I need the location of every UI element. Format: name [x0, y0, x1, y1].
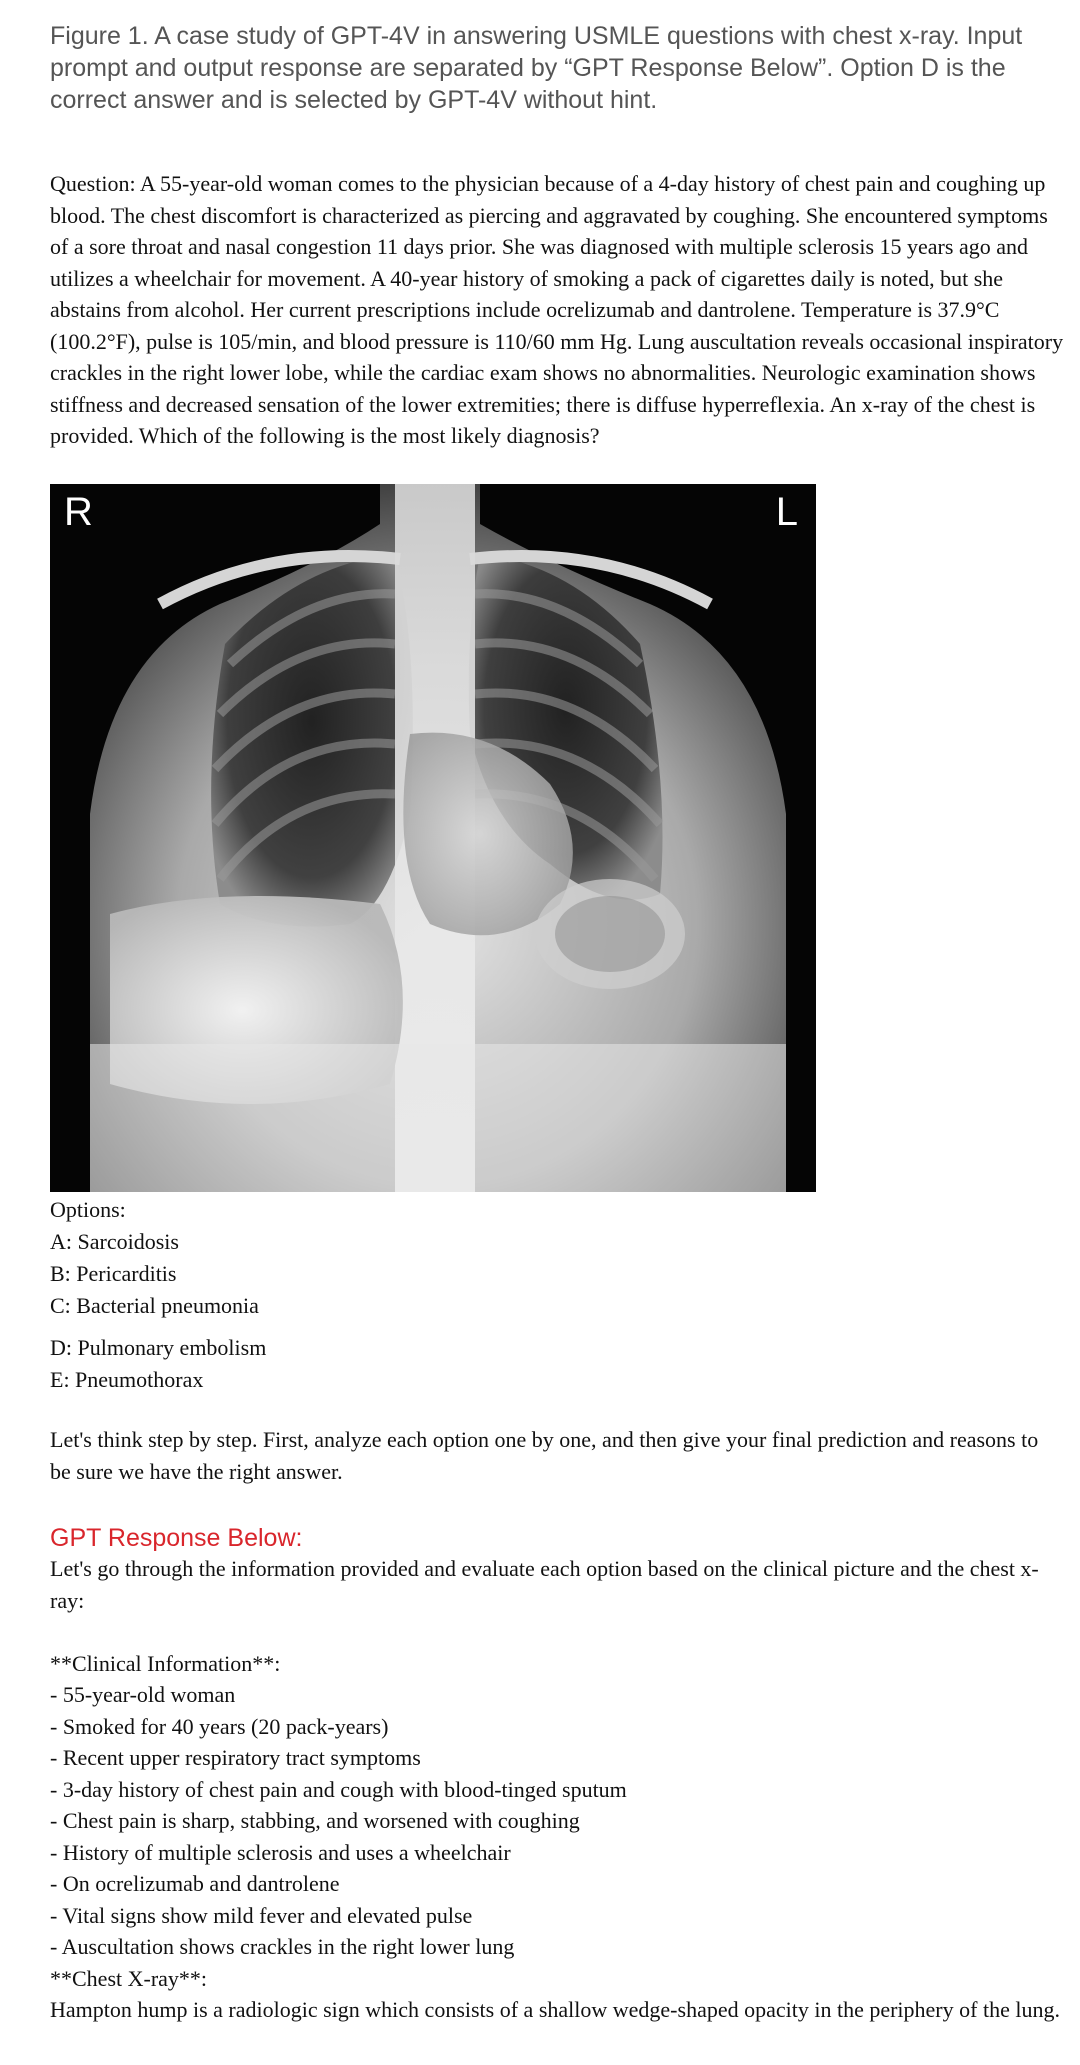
xray-marker-right: R	[64, 490, 93, 534]
option-d: D: Pulmonary embolism	[50, 1335, 267, 1360]
clinical-information-title: **Clinical Information**:	[50, 1651, 281, 1676]
chest-xray-graphic	[50, 484, 816, 1192]
xray-marker-left: L	[775, 490, 798, 534]
clinical-item: - 55-year-old woman	[50, 1682, 236, 1707]
gpt-response-intro: Let's go through the information provided and evaluate each option based on the clinical picture and the chest x-ray:	[50, 1556, 1039, 1613]
clinical-item: - Recent upper respiratory tract symptoms	[50, 1745, 421, 1770]
clinical-item: - History of multiple sclerosis and uses a wheelchair	[50, 1839, 511, 1865]
clinical-item: - Auscultation shows crackles in the right lower lung	[50, 1934, 515, 1959]
instruction-text: Let's think step by step. First, analyze each option one by one, and then give your final prediction and reasons to be sure we have the right answer.	[50, 1427, 1039, 1484]
option-b: B: Pericarditis	[50, 1261, 177, 1286]
question-text: Question: A 55-year-old woman comes to the physician because of a 4-day history of chest pain and coughing up blood. The chest discomfort is characterized as piercing and aggravated by coughing. She encountered symptoms of a sore throat and nasal congestion 11 days prior. She was diagnosed with multiple sclerosis 15 years ago and utilizes a wheelchair for movement. A 40-year history of smoking a pack of cigarettes daily is noted, but she abstains from alcohol. Her current prescriptions include ocrelizumab and dantrolene. Temperature is 37.9°C (100.2°F), pulse is 105/min, and blood pressure is 110/60 mm Hg. Lung auscultation reveals occasional inspiratory crackles in the right lower lobe, while the cardiac exam shows no abnormalities. Neurologic examination shows stiffness and decreased sensation of the lower extremities; there is diffuse hyperreflexia. An x-ray of the chest is provided. Which of the following is the most likely diagnosis?	[50, 171, 1064, 448]
chest-xray-image	[50, 484, 816, 1192]
option-e: E: Pneumothorax	[50, 1367, 204, 1392]
clinical-item: - Chest pain is sharp, stabbing, and worsened with coughing	[50, 1808, 580, 1833]
gpt-response-heading: GPT Response Below:	[50, 1524, 303, 1552]
clinical-information-list	[50, 1679, 627, 1963]
option-a: A: Sarcoidosis	[50, 1229, 179, 1254]
clinical-item: - On ocrelizumab and dantrolene	[50, 1871, 340, 1896]
options-list	[50, 1226, 266, 1396]
option-c: C: Bacterial pneumonia	[50, 1293, 259, 1318]
chest-xray-finding: Hampton hump is a radiologic sign which consists of a shallow wedge-shaped opacity in the periphery of the lung.	[50, 1997, 1060, 2022]
options-label: Options:	[50, 1197, 126, 1222]
chest-xray-title: **Chest X-ray**:	[50, 1966, 208, 1991]
clinical-item: - Vital signs show mild fever and elevated pulse	[50, 1902, 473, 1928]
clinical-item: - Smoked for 40 years (20 pack-years)	[50, 1713, 389, 1739]
clinical-item: - 3-day history of chest pain and cough with blood-tinged sputum	[50, 1776, 627, 1802]
figure-caption: Figure 1. A case study of GPT-4V in answering USMLE questions with chest x-ray. Input prompt and output response are separated by “GPT Response Below”. Option D is the correct answer and is selected by GPT-4V without hint.	[50, 22, 1023, 114]
